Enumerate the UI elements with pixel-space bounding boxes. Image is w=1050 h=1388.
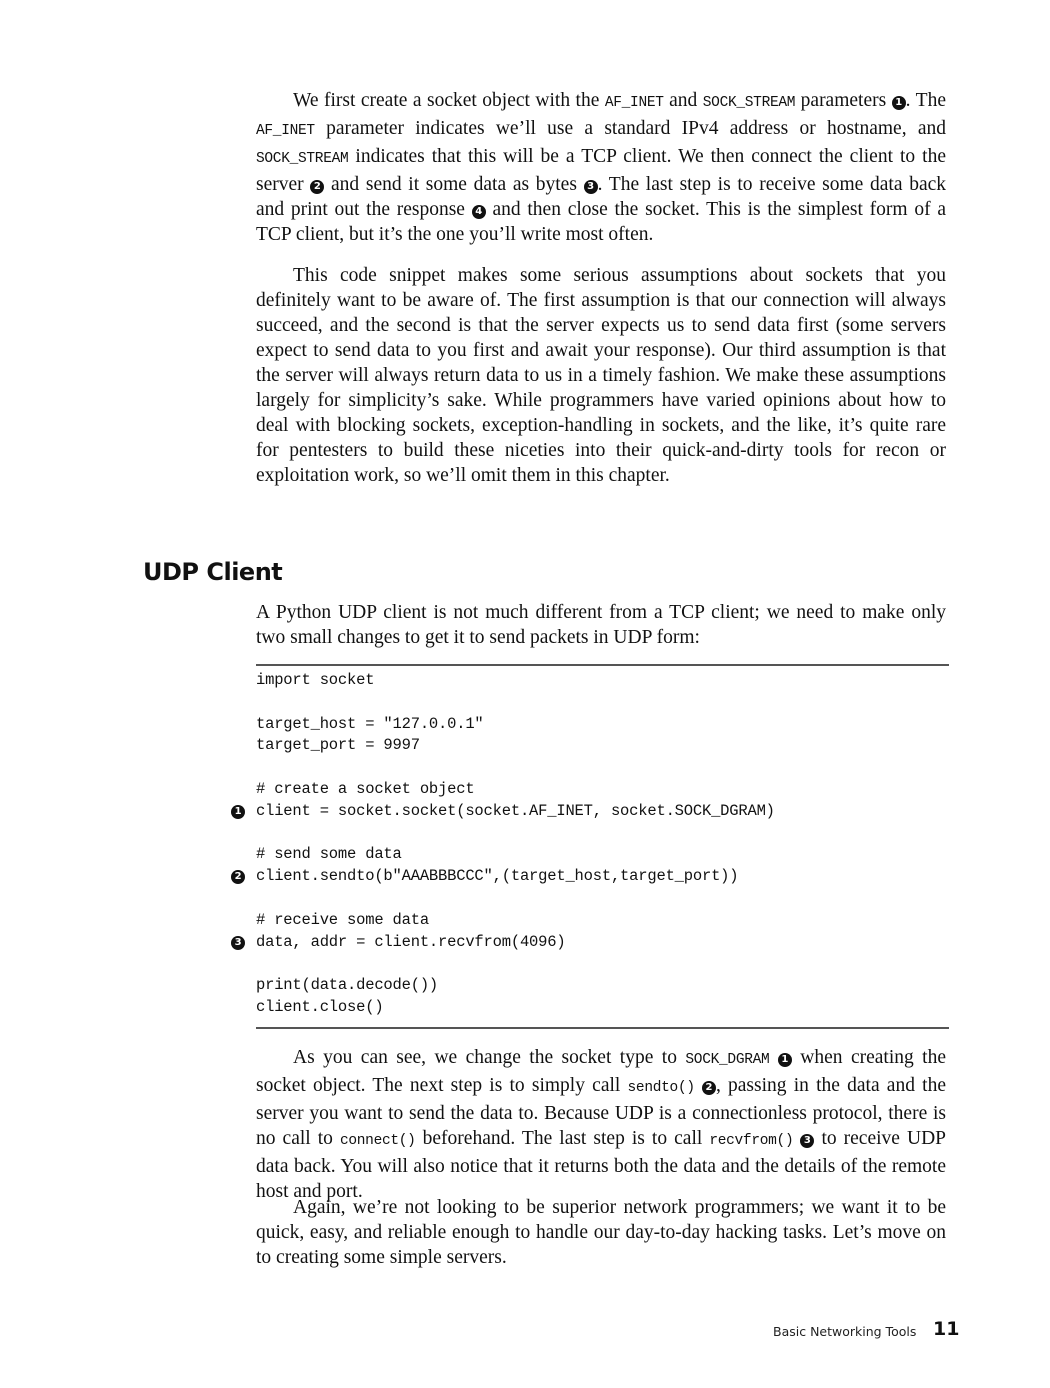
callout-marker-icon: 1 [231,805,245,819]
paragraph-closing: Again, we’re not looking to be superior network programmers; we want it to be quick, easy, and reliable enough to handle our day-to-day hacking tasks. Let’s move on to creating some simple servers. [256,1197,946,1268]
code-line: 2 client.sendto(b"AAABBBCCC",(target_host,target_port)) [220,866,949,888]
callout-marker-icon: 2 [702,1081,716,1095]
inline-code: AF_INET [604,95,664,111]
callout-marker-icon: 1 [778,1053,792,1067]
callout-marker-icon: 1 [892,96,906,110]
callout-marker-icon: 2 [310,180,324,194]
code-listing [220,670,949,1019]
inline-code: recvfrom() [709,1133,794,1149]
code-line: import socket [256,671,375,689]
code-line: # create a socket object [256,779,475,798]
paragraph-udp-explanation: As you can see, we change the socket type to SOCK_DGRAM 1 when creating the socket object. The next step is to simply call sendto() 2 , passing in the data and the server you want to send the data to. Because UDP is a connectionless protocol, there is no call to connect() beforehand. The last step is to call recvfrom() 3 to receive UDP data back. You will also notice that it returns both the data and the details of the remote host and port. [256,1047,947,1202]
code-line: 3 data, addr = client.recvfrom(4096) [220,932,949,954]
code-line: client.close() [256,997,384,1016]
inline-code: sendto() [627,1080,695,1096]
code-line: target_host = "127.0.0.1" [256,714,484,733]
code-line: # receive some data [256,910,429,929]
running-footer-title: Basic Networking Tools [773,1324,917,1339]
code-line: # send some data [256,845,402,864]
paragraph-tcp-explanation: We first create a socket object with the AF_INET and SOCK_STREAM parameters 1 . The AF_INET parameter indicates we’ll use a standard IPv4 address or hostname, and SOCK_STREAM indicates that this will be a TCP client. We then connect the client to the server 2 and send it some data as bytes 3 . The last step is to receive some data back and print out the response 4 and then close the socket. This is the simplest form of a TCP client, but it’s the one you’ll write most often. [256,90,947,245]
inline-code: SOCK_STREAM [702,95,796,111]
code-line [220,953,949,975]
inline-code: SOCK_STREAM [256,151,349,167]
callout-marker-icon: 3 [584,180,598,194]
code-bottom-rule [256,1027,949,1029]
inline-code: connect() [339,1133,416,1149]
callout-marker-icon: 3 [800,1134,814,1148]
code-line: 1 client = socket.socket(socket.AF_INET, socket.SOCK_DGRAM) [220,801,949,823]
callout-marker-icon: 2 [231,870,245,884]
paragraph-assumptions: This code snippet makes some serious assumptions about sockets that you definitely want to be aware of. The first assumption is that our connection will always succeed, and the second is that the server expects us to send data first (some servers expect to send data to you first and await your response). Our third assumption is that the server will always return data to us in a timely fashion. We make these assumptions largely for simplicity’s sake. While programmers have varied opinions about how to deal with blocking sockets, exception-handling in sockets, and the like, it’s quite rare for pentesters to build these niceties into their quick-and-dirty tools for recon or exploitation work, so we’ll omit them in this chapter. [256,265,946,486]
section-heading: UDP Client [143,558,283,586]
page-number: 11 [933,1318,960,1340]
code-line [220,757,949,779]
code-line: target_port = 9997 [256,736,420,755]
inline-code: SOCK_DGRAM [685,1052,770,1068]
code-line: print(data.decode()) [256,976,439,995]
code-line [220,692,949,714]
code-top-rule [256,664,949,666]
callout-marker-icon: 3 [231,936,245,950]
inline-code: AF_INET [256,123,315,139]
callout-marker-icon: 4 [472,205,486,219]
code-line [220,823,949,845]
code-line [220,888,949,910]
paragraph-udp-intro: A Python UDP client is not much different from a TCP client; we need to make only two small changes to get it to send packets in UDP form: [256,602,946,648]
